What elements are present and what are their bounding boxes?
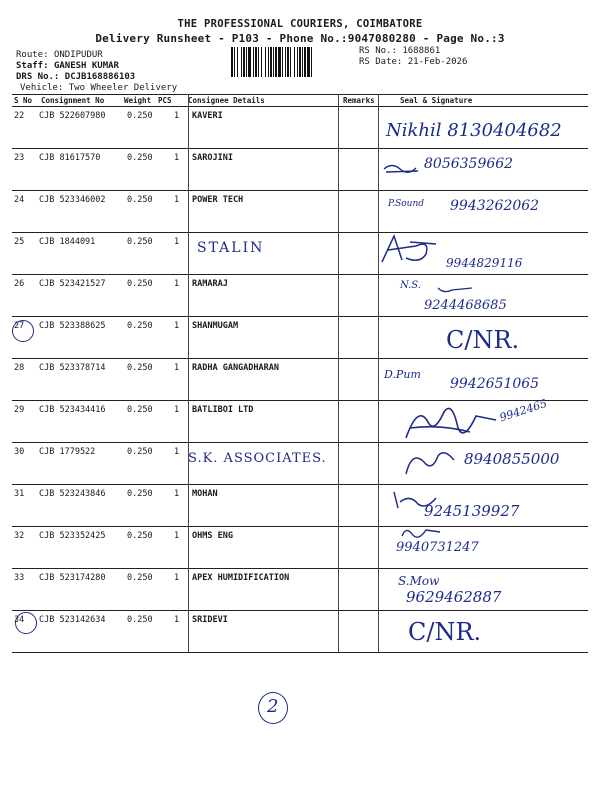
serial-number: 32 (14, 531, 25, 541)
pieces-count: 1 (174, 321, 180, 331)
name-row-24: P.Sound (388, 199, 425, 209)
consignment-number: CJB 1779522 (39, 447, 96, 457)
route-label: Route: (16, 50, 49, 60)
pieces-count: 1 (174, 489, 180, 499)
consignment-number: CJB 523142634 (39, 615, 106, 625)
circle-mark-row-34 (15, 612, 37, 634)
phone-row-31: 9245139927 (424, 502, 520, 520)
signature-row-22: Nikhil 8130404682 (386, 120, 562, 141)
serial-number: 29 (14, 405, 25, 415)
serial-number: 28 (14, 363, 25, 373)
serial-number: 30 (14, 447, 25, 457)
table-header-rule (12, 106, 588, 107)
phone-row-33: 9629462887 (406, 588, 502, 606)
pieces-count: 1 (174, 153, 180, 163)
weight-value: 0.250 (127, 237, 153, 247)
phone-row-24: 9943262062 (450, 198, 540, 214)
pieces-count: 1 (174, 363, 180, 373)
note-row-27: C/NR. (446, 326, 520, 354)
serial-number: 26 (14, 279, 25, 289)
consignee-name: OHMS ENG (192, 531, 233, 541)
table-row (12, 573, 588, 615)
phone-row-23: 8056359662 (424, 156, 514, 172)
circle-mark-row-27 (12, 320, 34, 342)
table-row (12, 615, 588, 657)
weight-value: 0.250 (127, 405, 153, 415)
phone-row-25: 9944829116 (446, 256, 523, 270)
drs-line (16, 72, 135, 83)
consignee-name: POWER TECH (192, 195, 244, 205)
consignment-number: CJB 1844091 (39, 237, 96, 247)
signature-row-29 (400, 398, 504, 444)
rs-date: RS Date: 21-Feb-2026 (359, 57, 468, 67)
serial-number: 27 (14, 321, 25, 331)
name-row-25: STALIN (197, 240, 265, 256)
col-consignment: Consignment No (41, 96, 105, 105)
serial-number: 34 (14, 615, 25, 625)
col-sno: S No (14, 96, 33, 105)
consignee-name: MOHAN (192, 489, 218, 499)
staff-label: Staff: (16, 61, 49, 71)
col-remarks: Remarks (343, 96, 375, 105)
scribble-row-23 (382, 160, 422, 176)
consignment-number: CJB 523346002 (39, 195, 106, 205)
pieces-count: 1 (174, 447, 180, 457)
name-row-30: S.K. ASSOCIATES. (188, 451, 327, 466)
weight-value: 0.250 (127, 447, 153, 457)
consignment-number: CJB 523421527 (39, 279, 106, 289)
rs-number: RS No.: 1688861 (359, 46, 441, 56)
weight-value: 0.250 (127, 573, 153, 583)
weight-value: 0.250 (127, 363, 153, 373)
weight-value: 0.250 (127, 111, 153, 121)
pieces-count: 1 (174, 405, 180, 415)
pieces-count: 1 (174, 111, 180, 121)
pieces-count: 1 (174, 195, 180, 205)
consignee-name: APEX HUMIDIFICATION (192, 573, 290, 583)
route-value: ONDIPUDUR (53, 50, 103, 60)
serial-number: 33 (14, 573, 25, 583)
consignee-name: RAMARAJ (192, 279, 228, 289)
pieces-count: 1 (174, 615, 180, 625)
drs-value: DCJB168886103 (64, 72, 136, 82)
vehicle-line: Vehicle: Two Wheeler Delivery (20, 83, 178, 93)
consignment-number: CJB 523352425 (39, 531, 106, 541)
col-pcs: PCS (158, 96, 172, 105)
serial-number: 31 (14, 489, 25, 499)
col-weight: Weight (124, 96, 152, 105)
staff-line (16, 61, 119, 72)
route-line (16, 50, 103, 61)
name-row-28: D.Pum (384, 368, 421, 381)
table-row (12, 531, 588, 573)
col-consignee: Consignee Details (188, 96, 265, 105)
weight-value: 0.250 (127, 321, 153, 331)
consignment-number: CJB 523174280 (39, 573, 106, 583)
weight-value: 0.250 (127, 489, 153, 499)
consignee-name: KAVERI (192, 111, 223, 121)
phone-row-29: 9942465 (498, 396, 549, 425)
weight-value: 0.250 (127, 153, 153, 163)
signature-row-25 (376, 232, 446, 268)
serial-number: 25 (14, 237, 25, 247)
drs-label: DRS No.: (16, 72, 60, 82)
serial-number: 22 (14, 111, 25, 121)
consignment-number: CJB 523243846 (39, 489, 106, 499)
page-mark-number: 2 (267, 696, 279, 717)
phone-row-30: 8940855000 (464, 450, 560, 468)
consignment-number: CJB 523434416 (39, 405, 106, 415)
weight-value: 0.250 (127, 615, 153, 625)
pieces-count: 1 (174, 279, 180, 289)
serial-number: 23 (14, 153, 25, 163)
staff-value: GANESH KUMAR (53, 61, 119, 71)
consignee-name: SRIDEVI (192, 615, 228, 625)
consignment-number: CJB 523388625 (39, 321, 106, 331)
barcode-bar (311, 47, 312, 77)
pieces-count: 1 (174, 531, 180, 541)
weight-value: 0.250 (127, 531, 153, 541)
pieces-count: 1 (174, 573, 180, 583)
consignee-name: RADHA GANGADHARAN (192, 363, 279, 373)
scribble-row-26 (436, 282, 476, 296)
consignee-name: BATLIBOI LTD (192, 405, 254, 415)
pieces-count: 1 (174, 237, 180, 247)
consignee-name: SHANMUGAM (192, 321, 239, 331)
consignment-number: CJB 81617570 (39, 153, 101, 163)
table-top-rule (12, 94, 588, 95)
signature-row-30 (398, 446, 462, 480)
consignment-number: CJB 522607980 (39, 111, 106, 121)
col-seal-signature: Seal & Signature (400, 96, 473, 105)
weight-value: 0.250 (127, 279, 153, 289)
serial-number: 24 (14, 195, 25, 205)
phone-row-26: 9244468685 (424, 298, 507, 313)
note-row-34: C/NR. (408, 618, 482, 646)
barcode (231, 47, 355, 77)
phone-row-32: 9940731247 (396, 540, 479, 555)
phone-row-28: 9942651065 (450, 376, 540, 392)
name-row-33: S.Mow (398, 574, 440, 588)
consignee-name: SAROJINI (192, 153, 233, 163)
company-title: THE PROFESSIONAL COURIERS, COIMBATORE (177, 18, 423, 30)
weight-value: 0.250 (127, 195, 153, 205)
runsheet-title: Delivery Runsheet - P103 - Phone No.:9047080280 - Page No.:3 (95, 32, 505, 45)
consignment-number: CJB 523378714 (39, 363, 106, 373)
name-row-26: N.S. (400, 280, 421, 291)
